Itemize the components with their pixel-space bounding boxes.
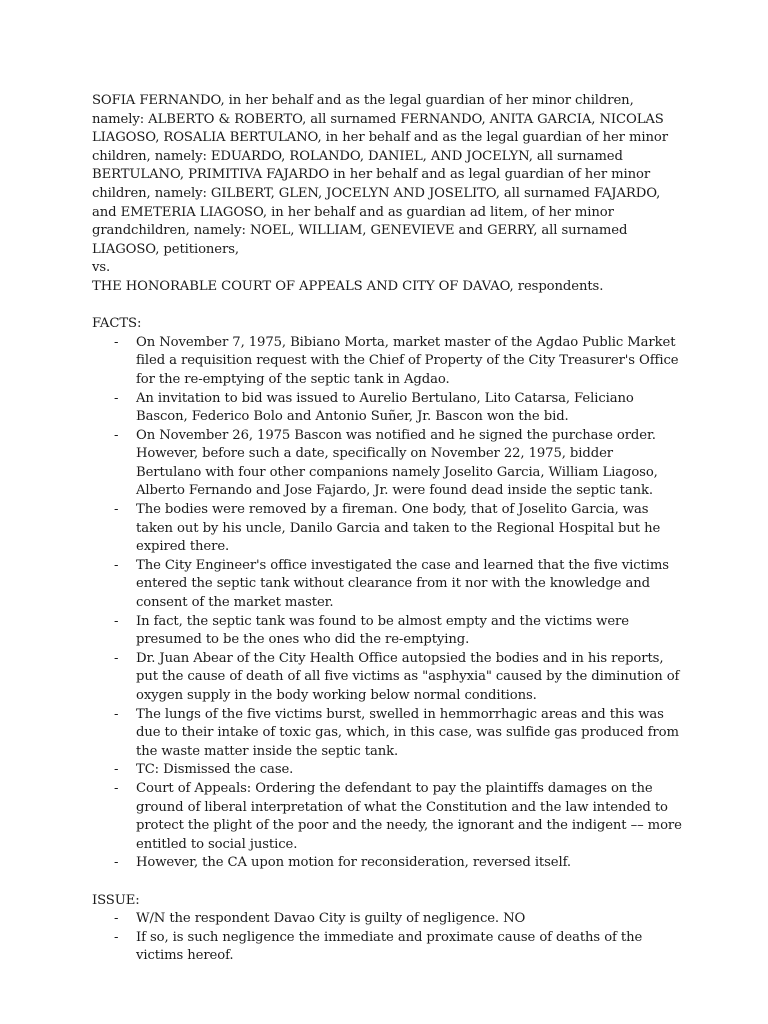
list-item [92, 501, 682, 557]
fact-text: Dr. Juan Abear of the City Health Office autopsied the bodies and in his reports, put the cause of death of all five victims as "asphyxia" caused by the diminution of oxygen supply in the body working below normal conditions. [136, 650, 680, 703]
list-item [92, 427, 682, 501]
fact-text: In fact, the septic tank was found to be almost empty and the victims were presumed to be the ones who did the re-emptying. [136, 613, 629, 648]
dash-bullet: - [114, 929, 119, 945]
fact-text: The bodies were removed by a fireman. One body, that of Joselito Garcia, was taken out by his uncle, Danilo Garcia and taken to the Regional Hospital but he expired there. [136, 502, 661, 555]
issue-section [92, 892, 682, 966]
fact-text: Court of Appeals: Ordering the defendant to pay the plaintiffs damages on the ground of liberal interpretation of what the Constitution and the law intended to protect the plight of the poor and the needy, the ignorant and the indigent –– more entitled to social justice. [136, 780, 682, 852]
fact-text: On November 7, 1975, Bibiano Morta, market master of the Agdao Public Market filed a requisition request with the Chief of Property of the City Treasurer's Office for the re-emptying of the septic tank in Agdao. [136, 334, 679, 387]
fact-text: The lungs of the five victims burst, swelled in hemmorrhagic areas and this was due to their intake of toxic gas, which, in this case, was sulfide gas produced from the waste matter inside the septic tank. [136, 706, 679, 759]
list-item [92, 613, 682, 650]
fact-text: TC: Dismissed the case. [136, 762, 294, 778]
facts-section [92, 315, 682, 873]
issue-text: W/N the respondent Davao City is guilty of negligence. NO [136, 911, 526, 927]
list-item [92, 761, 682, 780]
petitioners-paragraph: SOFIA FERNANDO, in her behalf and as the legal guardian of her minor children, namely: ALBERTO & ROBERTO, all surnamed FERNANDO, ANITA GARCIA, NICOLAS LIAGOSO, ROSALIA BERTULANO, in her behalf and as the legal guardian of her minor children, namely: EDUARDO, ROLANDO, DANIEL, AND JOCELYN, all surnamed BERTULANO, PRIMITIVA FAJARDO in her behalf and as legal guardian of her minor children, namely: GILBERT, GLEN, JOCELYN AND JOSELITO, all surnamed FAJARDO, and EMETERIA LIAGOSO, in her behalf and as guardian ad litem, of her minor grandchildren, namely: NOEL, WILLIAM, GENEVIEVE and GERRY, all surnamed LIAGOSO, petitioners, [92, 93, 668, 257]
dash-bullet: - [114, 911, 119, 927]
list-item [92, 780, 682, 854]
spacer [92, 873, 682, 892]
list-item [92, 334, 682, 390]
list-item [92, 910, 682, 929]
list-item [92, 929, 682, 966]
respondents-line: THE HONORABLE COURT OF APPEALS AND CITY OF DAVAO, respondents. [92, 278, 604, 294]
dash-bullet: - [114, 780, 119, 796]
case-caption [92, 92, 682, 297]
fact-text: On November 26, 1975 Bascon was notified and he signed the purchase order. However, before such a date, specifically on November 22, 1975, bidder Bertulano with four other companions namely Joselito Garcia, William Liagoso, Alberto Fernando and Jose Fajardo, Jr. were found dead inside the septic tank. [136, 427, 658, 499]
list-item [92, 390, 682, 427]
dash-bullet: - [114, 706, 119, 722]
issue-list [92, 910, 682, 966]
dash-bullet: - [114, 762, 119, 778]
dash-bullet: - [114, 650, 119, 666]
spacer [92, 297, 682, 316]
facts-heading: FACTS: [92, 316, 142, 332]
dash-bullet: - [114, 390, 119, 406]
fact-text: An invitation to bid was issued to Aurelio Bertulano, Lito Catarsa, Feliciano Bascon, Federico Bolo and Antonio Suñer, Jr. Bascon won the bid. [136, 390, 634, 425]
facts-list [92, 334, 682, 873]
dash-bullet: - [114, 334, 119, 350]
fact-text: The City Engineer's office investigated the case and learned that the five victims entered the septic tank without clearance from it nor with the knowledge and consent of the market master. [136, 557, 669, 611]
document-page [92, 92, 682, 966]
list-item [92, 854, 682, 873]
dash-bullet: - [114, 613, 119, 629]
list-item [92, 706, 682, 762]
versus-line: vs. [92, 260, 111, 276]
dash-bullet: - [114, 855, 119, 871]
issue-heading: ISSUE: [92, 892, 140, 908]
dash-bullet: - [114, 557, 119, 573]
list-item [92, 557, 682, 613]
dash-bullet: - [114, 502, 119, 518]
list-item [92, 650, 682, 706]
issue-text: If so, is such negligence the immediate and proximate cause of deaths of the victims hereof. [136, 929, 643, 964]
fact-text: However, the CA upon motion for reconsideration, reversed itself. [136, 855, 572, 871]
dash-bullet: - [114, 427, 119, 443]
